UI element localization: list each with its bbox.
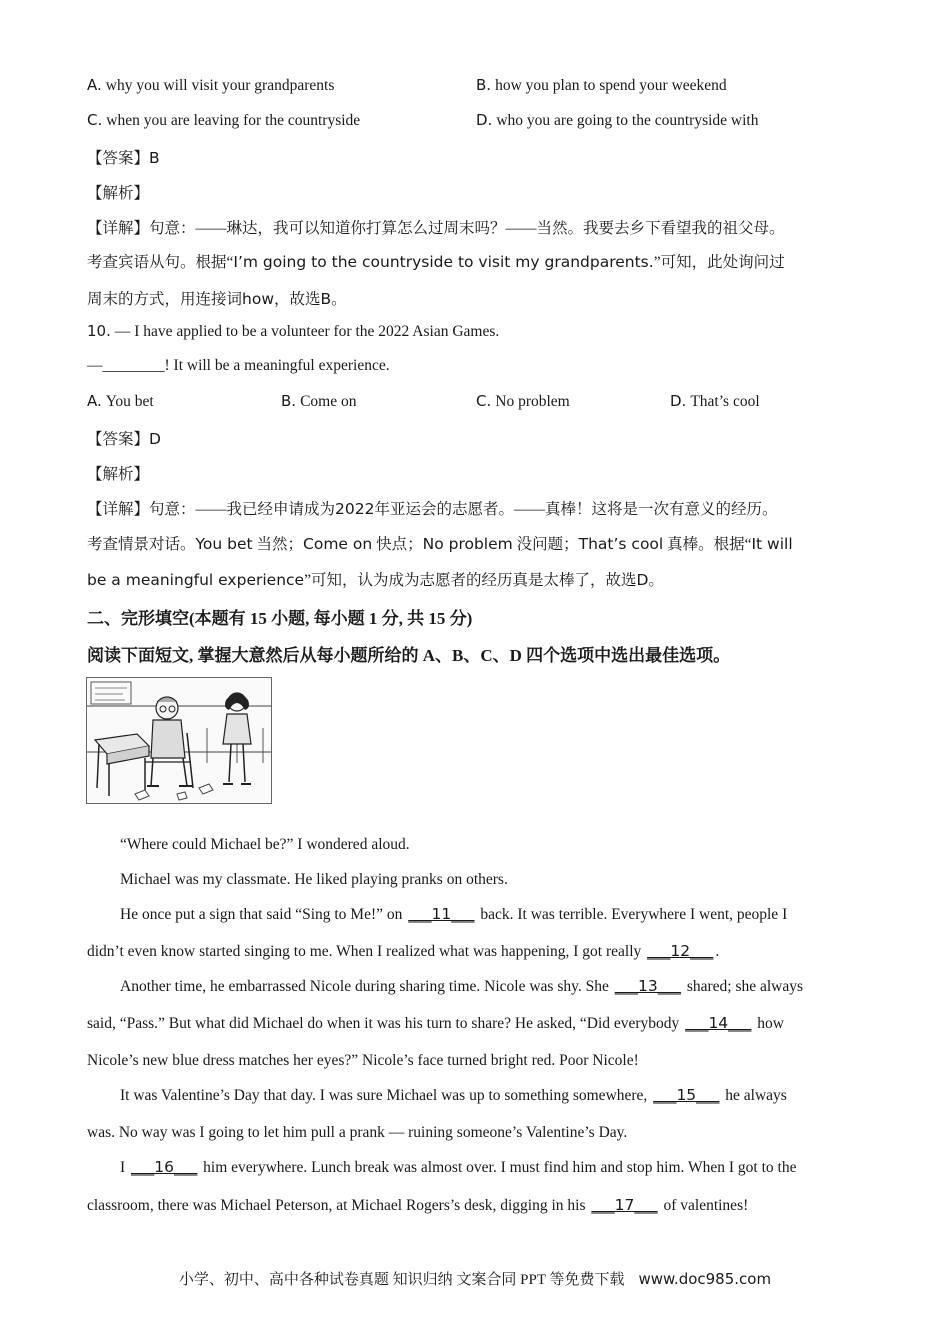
option-text: No problem: [495, 393, 570, 410]
q9-answer: [87, 146, 160, 168]
detail-text: 没问题；: [512, 536, 579, 553]
q10-analysis-label: 【解析】: [87, 466, 150, 483]
passage-text: he always: [721, 1087, 787, 1104]
passage-paragraph-5-line-2: was. No way was I going to let him pull a prank — ruining someone’s Valentine’s Day.: [87, 1124, 628, 1141]
passage-text: back. It was terrible. Everywhere I went, people I: [476, 906, 788, 923]
detail-phrase: No problem: [422, 535, 513, 553]
passage-text: how: [753, 1015, 784, 1032]
option-letter: A.: [87, 392, 102, 410]
detail-answer: D: [636, 571, 649, 589]
option-letter: D.: [476, 111, 493, 129]
detail-text: ”可知，此处询问过: [653, 254, 785, 271]
page-footer: [0, 1268, 950, 1289]
detail-quote: I’m going to the countryside to visit my grandparents.: [233, 253, 654, 271]
q9-detail-line-3: [87, 287, 347, 309]
passage-paragraph-6-line-1: [120, 1158, 796, 1177]
passage-text: Another time, he embarrassed Nicole during sharing time. Nicole was shy. She: [120, 978, 613, 995]
footer-url[interactable]: www.doc985.com: [638, 1270, 772, 1288]
detail-text: 。: [331, 291, 347, 308]
blank-12: ___12___: [647, 942, 714, 960]
detail-text: 当然；: [252, 536, 304, 553]
option-text: who you are going to the countryside with: [496, 112, 759, 129]
passage-text: didn’t even know started singing to me. When I realized what was happening, I got really: [87, 943, 646, 960]
passage-paragraph-3-line-1: [120, 905, 787, 924]
passage-text: shared; she always: [682, 978, 804, 995]
detail-answer: B: [320, 290, 332, 308]
passage-text: of valentines!: [659, 1197, 749, 1214]
q9-option-d: [476, 111, 759, 130]
detail-quote: It will: [751, 535, 793, 553]
passage-paragraph-6-line-2: [87, 1196, 748, 1215]
detail-quote: be a meaningful experience: [87, 571, 305, 589]
passage-paragraph-4-line-3: Nicole’s new blue dress matches her eyes?” Nicole’s face turned bright red. Poor Nicole!: [87, 1052, 639, 1069]
passage-text: him everywhere. Lunch break was almost over. I must find him and stop him. When I got to the: [199, 1159, 797, 1176]
detail-text: ，故选: [274, 291, 321, 308]
detail-text: 。: [648, 572, 664, 589]
passage-text: I: [120, 1159, 130, 1176]
q10-option-d: [670, 392, 760, 411]
q9-detail-line-2: [87, 250, 785, 272]
option-letter: A.: [87, 76, 102, 94]
option-text: how you plan to spend your weekend: [495, 77, 727, 94]
q10-option-a: [87, 392, 154, 411]
blank-15: ___15___: [653, 1086, 720, 1104]
answer-label: 【答案】: [87, 150, 150, 167]
detail-number: 2022: [335, 500, 375, 518]
q9-option-a: [87, 76, 334, 95]
blank-11: ___11___: [408, 905, 475, 923]
q10-answer: [87, 427, 161, 449]
question-number: 10.: [87, 322, 111, 340]
footer-text: 小学、初中、高中各种试卷真题 知识归纳 文案合同 PPT 等免费下载: [178, 1272, 625, 1288]
q10-stem-line-1: [87, 322, 499, 341]
passage-text: .: [715, 943, 720, 960]
option-text: You bet: [105, 393, 154, 410]
answer-label: 【答案】: [87, 431, 150, 448]
option-text: That’s cool: [690, 393, 760, 410]
section-heading: 二、完形填空(本题有 15 小题, 每小题 1 分, 共 15 分): [87, 609, 473, 628]
passage-paragraph-3-line-2: [87, 942, 719, 961]
detail-text: 考查宾语从句。根据“: [87, 254, 234, 271]
detail-phrase: You bet: [195, 535, 253, 553]
passage-text: classroom, there was Michael Peterson, at Michael Rogers’s desk, digging in his: [87, 1197, 590, 1214]
q9-analysis-label: 【解析】: [87, 185, 150, 202]
q10-stem-line-2: —________! It will be a meaningful experience.: [87, 357, 390, 374]
option-letter: B.: [476, 76, 492, 94]
detail-text: 周末的方式，用连接词: [87, 291, 243, 308]
answer-value: B: [149, 149, 160, 167]
option-letter: B.: [281, 392, 297, 410]
q9-detail-line-1: 【详解】句意：——琳达，我可以知道你打算怎么过周末吗？——当然。我要去乡下看望我的祖父母。: [87, 220, 785, 237]
detail-keyword: how: [242, 290, 274, 308]
option-text: Come on: [300, 393, 357, 410]
blank-16: ___16___: [131, 1158, 198, 1176]
detail-text: 【详解】句意：——我已经申请成为: [87, 501, 336, 518]
option-text: when you are leaving for the countryside: [106, 112, 361, 129]
classroom-illustration: [86, 677, 272, 804]
blank-13: ___13___: [614, 977, 681, 995]
blank-17: ___17___: [591, 1196, 658, 1214]
q10-detail-line-1: [87, 497, 777, 519]
passage-paragraph-5-line-1: [120, 1086, 787, 1105]
passage-text: He once put a sign that said “Sing to Me!” on: [120, 906, 407, 923]
option-letter: D.: [670, 392, 687, 410]
q9-option-c: [87, 111, 360, 130]
passage-text: said, “Pass.” But what did Michael do when it was his turn to share? He asked, “Did everybody: [87, 1015, 684, 1032]
detail-text: 真棒。根据“: [663, 536, 752, 553]
option-text: why you will visit your grandparents: [105, 77, 335, 94]
option-letter: C.: [87, 111, 103, 129]
q9-option-b: [476, 76, 727, 95]
detail-phrase: That’s cool: [578, 535, 664, 553]
classroom-drawing: [87, 678, 271, 803]
section-instruction: 阅读下面短文, 掌握大意然后从每小题所给的 A、B、C、D 四个选项中选出最佳选项。: [87, 646, 731, 665]
passage-text: It was Valentine’s Day that day. I was sure Michael was up to something somewhere,: [120, 1087, 652, 1104]
detail-text: 快点；: [372, 536, 423, 553]
passage-paragraph-2: Michael was my classmate. He liked playing pranks on others.: [120, 871, 508, 888]
passage-paragraph-4-line-1: [120, 977, 803, 996]
q10-detail-line-3: [87, 568, 664, 590]
q10-detail-line-2: [87, 532, 793, 554]
detail-text: 考查情景对话。: [87, 536, 196, 553]
stem-text: — I have applied to be a volunteer for the 2022 Asian Games.: [114, 323, 500, 340]
q10-option-b: [281, 392, 356, 411]
q10-option-c: [476, 392, 570, 411]
blank-14: ___14___: [685, 1014, 752, 1032]
detail-phrase: Come on: [303, 535, 373, 553]
detail-text: 年亚运会的志愿者。——真棒！这将是一次有意义的经历。: [374, 501, 778, 518]
option-letter: C.: [476, 392, 492, 410]
passage-paragraph-1: “Where could Michael be?” I wondered aloud.: [120, 836, 410, 853]
detail-text: ”可知，认为成为志愿者的经历真是太棒了，故选: [304, 572, 637, 589]
answer-value: D: [149, 430, 161, 448]
passage-paragraph-4-line-2: [87, 1014, 784, 1033]
